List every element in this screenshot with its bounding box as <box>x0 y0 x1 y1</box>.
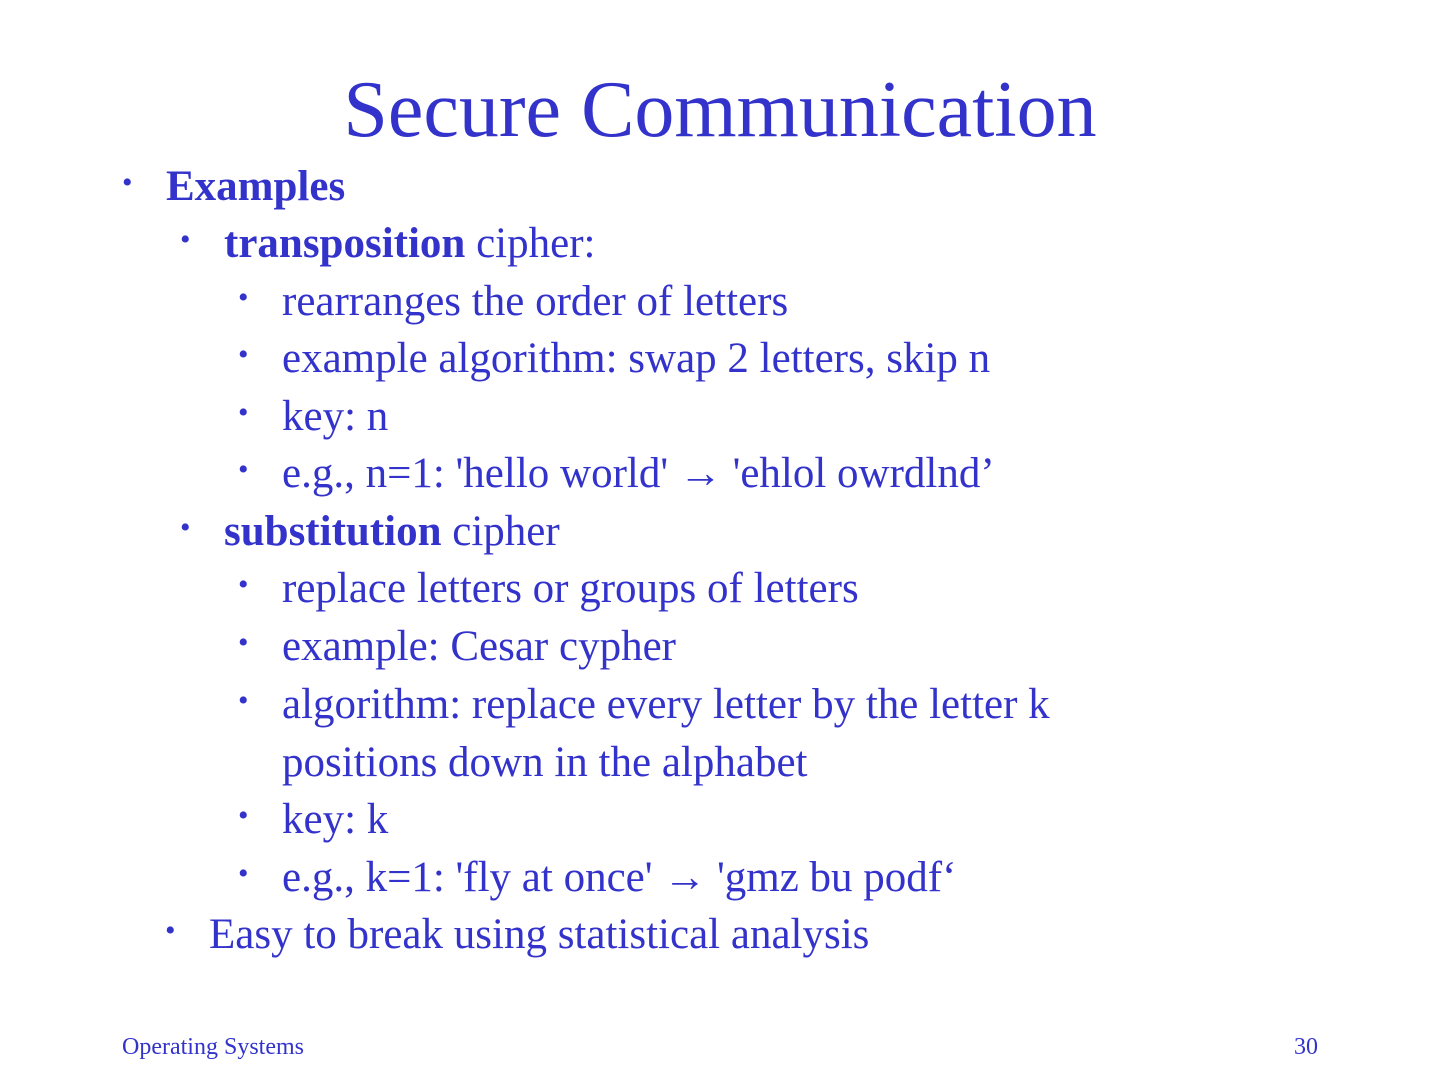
bullet-text: key: k <box>282 796 389 843</box>
bullet-text: example: Cesar cypher <box>282 623 676 670</box>
bullet-dot-icon: • <box>238 453 249 486</box>
bullet-text: example algorithm: swap 2 letters, skip n <box>282 335 991 382</box>
bullet-text: Easy to break using statistical analysis <box>209 911 870 958</box>
bullet-dot-icon: • <box>238 338 249 371</box>
bullet-dot-icon: • <box>238 857 249 890</box>
bullet-dot-icon: • <box>238 568 249 601</box>
bullet-text: e.g., n=1: 'hello world' → 'ehlol owrdlnd’ <box>282 450 995 497</box>
bullet-dot-icon: • <box>165 914 176 947</box>
bullet-text: e.g., k=1: 'fly at once' → 'gmz bu podf‘ <box>282 854 957 901</box>
bullet-text: algorithm: replace every letter by the letter k <box>282 681 1050 728</box>
footer-course-title: Operating Systems <box>122 1034 304 1060</box>
bullet-text: key: n <box>282 393 389 440</box>
bullet-term: substitution <box>224 508 442 555</box>
bullet-dot-icon: • <box>180 223 191 256</box>
bullet-text: Examples <box>166 163 346 210</box>
bullet-text: rearranges the order of letters <box>282 278 789 325</box>
bullet-text: cipher <box>441 508 560 555</box>
bullet-dot-icon: • <box>122 166 133 199</box>
bullet-dot-icon: • <box>238 281 249 314</box>
bullet-text: positions down in the alphabet <box>282 739 808 786</box>
slide-title: Secure Communication <box>343 66 1097 154</box>
bullet-dot-icon: • <box>238 799 249 832</box>
page-number: 30 <box>1294 1034 1318 1060</box>
bullet-text: cipher: <box>465 220 596 267</box>
bullet-text: replace letters or groups of letters <box>282 565 859 612</box>
bullet-dot-icon: • <box>238 396 249 429</box>
bullet-dot-icon: • <box>238 626 249 659</box>
bullet-dot-icon: • <box>238 684 249 717</box>
bullet-term: transposition <box>224 220 466 267</box>
bullet-dot-icon: • <box>180 511 191 544</box>
